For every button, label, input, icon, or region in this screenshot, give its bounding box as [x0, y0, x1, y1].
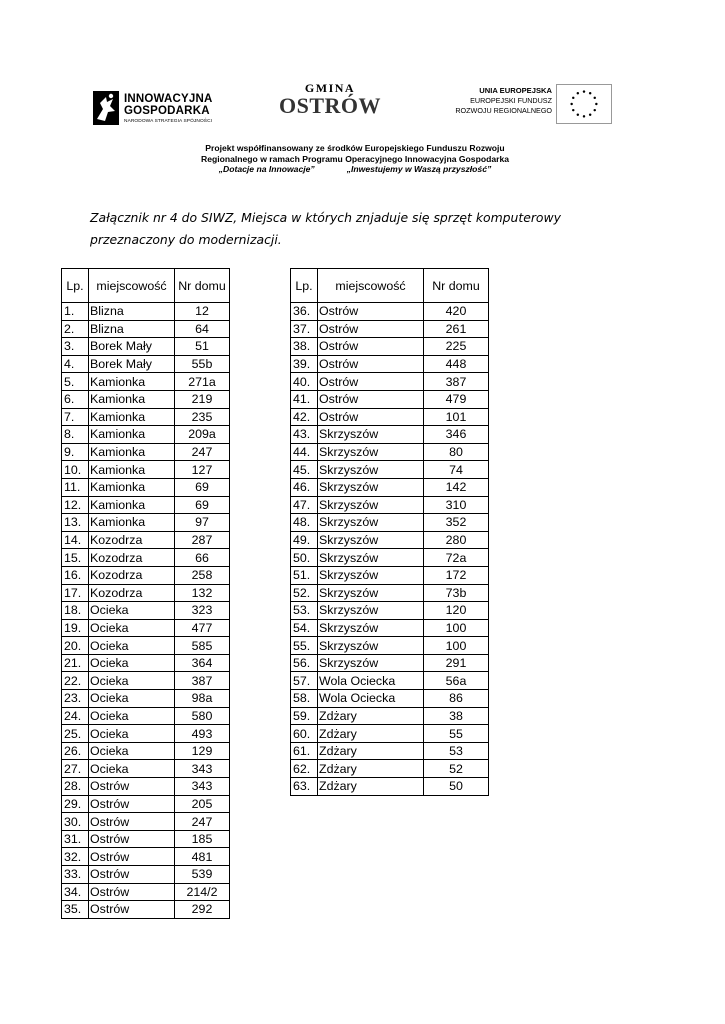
row-nr: 129 [175, 742, 230, 760]
table-row [62, 654, 230, 672]
row-city: Zdżary [318, 778, 424, 796]
row-lp: 1. [62, 303, 89, 321]
row-lp: 21. [62, 654, 89, 672]
table-row [62, 848, 230, 866]
row-nr: 235 [175, 408, 230, 426]
row-nr: 69 [175, 478, 230, 496]
header-city: miejscowość [89, 269, 175, 303]
row-lp: 40. [291, 373, 318, 391]
row-lp: 43. [291, 426, 318, 444]
row-lp: 13. [62, 514, 89, 532]
row-city: Zdżary [318, 742, 424, 760]
row-city: Ostrów [89, 901, 175, 919]
table-row [291, 725, 489, 743]
table-row [62, 795, 230, 813]
row-lp: 15. [62, 549, 89, 567]
row-city: Skrzyszów [318, 531, 424, 549]
row-city: Skrzyszów [318, 461, 424, 479]
row-nr: 479 [424, 390, 489, 408]
locations-table-left [61, 268, 230, 919]
row-city: Ocieka [89, 602, 175, 620]
table-row [62, 707, 230, 725]
gmina-top-text: GMINA [304, 81, 356, 95]
row-city: Ostrów [318, 320, 424, 338]
row-nr: 185 [175, 830, 230, 848]
row-lp: 7. [62, 408, 89, 426]
table-row [62, 830, 230, 848]
table-row [291, 303, 489, 321]
row-city: Ocieka [89, 637, 175, 655]
row-nr: 247 [175, 443, 230, 461]
row-city: Ostrów [318, 390, 424, 408]
row-lp: 48. [291, 514, 318, 532]
row-lp: 51. [291, 566, 318, 584]
row-lp: 45. [291, 461, 318, 479]
project-slogans [150, 164, 560, 175]
header-lp: Lp. [291, 269, 318, 303]
row-lp: 50. [291, 549, 318, 567]
row-lp: 20. [62, 637, 89, 655]
row-lp: 60. [291, 725, 318, 743]
row-city: Blizna [89, 303, 175, 321]
row-nr: 585 [175, 637, 230, 655]
row-nr: 209a [175, 426, 230, 444]
row-lp: 63. [291, 778, 318, 796]
table-row [62, 813, 230, 831]
row-city: Blizna [89, 320, 175, 338]
row-nr: 477 [175, 619, 230, 637]
table-row [291, 461, 489, 479]
row-lp: 36. [291, 303, 318, 321]
row-nr: 172 [424, 566, 489, 584]
row-nr: 86 [424, 690, 489, 708]
row-lp: 14. [62, 531, 89, 549]
ig-line2: GOSPODARKA [124, 105, 210, 117]
row-lp: 9. [62, 443, 89, 461]
row-city: Zdżary [318, 725, 424, 743]
row-nr: 258 [175, 566, 230, 584]
table-row [62, 496, 230, 514]
table-header-row [62, 269, 230, 303]
row-lp: 5. [62, 373, 89, 391]
row-nr: 292 [175, 901, 230, 919]
row-nr: 580 [175, 707, 230, 725]
row-city: Ostrów [89, 848, 175, 866]
table-row [62, 883, 230, 901]
table-row [62, 672, 230, 690]
row-nr: 52 [424, 760, 489, 778]
table-row [62, 725, 230, 743]
table-row [291, 637, 489, 655]
row-nr: 205 [175, 795, 230, 813]
row-lp: 10. [62, 461, 89, 479]
row-lp: 3. [62, 338, 89, 356]
row-nr: 69 [175, 496, 230, 514]
row-nr: 481 [175, 848, 230, 866]
table-row [62, 760, 230, 778]
table-row [62, 338, 230, 356]
row-lp: 56. [291, 654, 318, 672]
row-city: Ostrów [318, 338, 424, 356]
row-nr: 38 [424, 707, 489, 725]
row-city: Ocieka [89, 707, 175, 725]
row-nr: 493 [175, 725, 230, 743]
row-lp: 11. [62, 478, 89, 496]
table-row [62, 566, 230, 584]
row-lp: 54. [291, 619, 318, 637]
row-lp: 47. [291, 496, 318, 514]
row-nr: 343 [175, 760, 230, 778]
row-city: Zdżary [318, 760, 424, 778]
row-nr: 100 [424, 619, 489, 637]
row-nr: 101 [424, 408, 489, 426]
row-city: Ostrów [89, 795, 175, 813]
row-lp: 27. [62, 760, 89, 778]
row-lp: 12. [62, 496, 89, 514]
row-city: Ostrów [89, 778, 175, 796]
row-city: Kamionka [89, 443, 175, 461]
row-lp: 8. [62, 426, 89, 444]
row-lp: 38. [291, 338, 318, 356]
row-city: Ocieka [89, 760, 175, 778]
row-lp: 33. [62, 866, 89, 884]
table-row [62, 866, 230, 884]
table-row [62, 355, 230, 373]
table-row [62, 901, 230, 919]
header-nr: Nr domu [424, 269, 489, 303]
table-body-right [291, 303, 489, 796]
row-nr: 50 [424, 778, 489, 796]
table-row [62, 478, 230, 496]
table-body-left [62, 303, 230, 919]
row-lp: 62. [291, 760, 318, 778]
row-nr: 247 [175, 813, 230, 831]
row-city: Kamionka [89, 461, 175, 479]
table-row [291, 672, 489, 690]
row-nr: 132 [175, 584, 230, 602]
row-city: Skrzyszów [318, 496, 424, 514]
row-city: Skrzyszów [318, 619, 424, 637]
table-row [62, 619, 230, 637]
row-nr: 97 [175, 514, 230, 532]
row-lp: 22. [62, 672, 89, 690]
row-lp: 61. [291, 742, 318, 760]
row-city: Skrzyszów [318, 654, 424, 672]
table-row [291, 390, 489, 408]
row-lp: 34. [62, 883, 89, 901]
row-city: Ostrów [318, 303, 424, 321]
table-row [291, 426, 489, 444]
table-row [62, 778, 230, 796]
row-lp: 6. [62, 390, 89, 408]
row-city: Kozodrza [89, 531, 175, 549]
row-lp: 59. [291, 707, 318, 725]
row-lp: 24. [62, 707, 89, 725]
table-row [62, 408, 230, 426]
table-row [62, 690, 230, 708]
table-row [62, 320, 230, 338]
row-city: Kozodrza [89, 566, 175, 584]
row-nr: 53 [424, 742, 489, 760]
row-lp: 53. [291, 602, 318, 620]
eu-line3: ROZWOJU REGIONALNEGO [455, 106, 552, 115]
row-city: Skrzyszów [318, 514, 424, 532]
row-lp: 41. [291, 390, 318, 408]
table-row [62, 742, 230, 760]
row-lp: 19. [62, 619, 89, 637]
row-city: Ostrów [318, 373, 424, 391]
row-nr: 539 [175, 866, 230, 884]
row-nr: 55b [175, 355, 230, 373]
row-city: Ocieka [89, 654, 175, 672]
row-nr: 73b [424, 584, 489, 602]
ig-line3: NARODOWA STRATEGIA SPÓJNOŚCI [124, 119, 213, 124]
row-nr: 214/2 [175, 883, 230, 901]
row-nr: 64 [175, 320, 230, 338]
table-row [291, 373, 489, 391]
row-city: Skrzyszów [318, 426, 424, 444]
row-city: Ocieka [89, 725, 175, 743]
row-nr: 120 [424, 602, 489, 620]
row-city: Ostrów [318, 355, 424, 373]
row-city: Ocieka [89, 742, 175, 760]
row-nr: 100 [424, 637, 489, 655]
table-header-row [291, 269, 489, 303]
row-city: Wola Ociecka [318, 672, 424, 690]
row-city: Skrzyszów [318, 602, 424, 620]
row-lp: 4. [62, 355, 89, 373]
table-row [62, 531, 230, 549]
row-city: Ocieka [89, 672, 175, 690]
table-row [62, 303, 230, 321]
row-city: Kozodrza [89, 584, 175, 602]
row-nr: 323 [175, 602, 230, 620]
row-nr: 420 [424, 303, 489, 321]
row-city: Ostrów [89, 883, 175, 901]
eu-line1: UNIA EUROPEJSKA [479, 86, 552, 95]
row-city: Skrzyszów [318, 584, 424, 602]
row-city: Wola Ociecka [318, 690, 424, 708]
row-lp: 30. [62, 813, 89, 831]
row-nr: 98a [175, 690, 230, 708]
row-lp: 37. [291, 320, 318, 338]
table-row [291, 514, 489, 532]
table-row [62, 461, 230, 479]
row-city: Ocieka [89, 619, 175, 637]
row-city: Borek Mały [89, 338, 175, 356]
row-nr: 225 [424, 338, 489, 356]
row-lp: 58. [291, 690, 318, 708]
row-city: Kamionka [89, 426, 175, 444]
row-nr: 310 [424, 496, 489, 514]
table-row [291, 760, 489, 778]
table-row [291, 338, 489, 356]
row-nr: 127 [175, 461, 230, 479]
table-row [291, 707, 489, 725]
row-nr: 56a [424, 672, 489, 690]
row-nr: 387 [424, 373, 489, 391]
table-row [291, 320, 489, 338]
row-nr: 72a [424, 549, 489, 567]
row-city: Ostrów [89, 830, 175, 848]
row-city: Skrzyszów [318, 443, 424, 461]
table-row [291, 478, 489, 496]
row-nr: 343 [175, 778, 230, 796]
row-lp: 29. [62, 795, 89, 813]
row-nr: 66 [175, 549, 230, 567]
row-lp: 26. [62, 742, 89, 760]
table-row [62, 637, 230, 655]
row-lp: 49. [291, 531, 318, 549]
row-lp: 46. [291, 478, 318, 496]
row-lp: 57. [291, 672, 318, 690]
gmina-bottom-text: OSTRÓW [278, 93, 382, 118]
row-nr: 287 [175, 531, 230, 549]
row-city: Skrzyszów [318, 566, 424, 584]
row-city: Kamionka [89, 408, 175, 426]
row-city: Zdżary [318, 707, 424, 725]
table-row [291, 742, 489, 760]
row-nr: 352 [424, 514, 489, 532]
table-row [62, 443, 230, 461]
table-row [62, 373, 230, 391]
row-lp: 28. [62, 778, 89, 796]
row-city: Kamionka [89, 390, 175, 408]
row-city: Skrzyszów [318, 637, 424, 655]
row-nr: 219 [175, 390, 230, 408]
row-city: Kozodrza [89, 549, 175, 567]
row-city: Ostrów [89, 813, 175, 831]
row-nr: 280 [424, 531, 489, 549]
project-slogan1: „Dotacje na Innowacje” [218, 164, 315, 174]
row-lp: 35. [62, 901, 89, 919]
row-nr: 346 [424, 426, 489, 444]
row-lp: 25. [62, 725, 89, 743]
row-lp: 39. [291, 355, 318, 373]
project-line2: Regionalnego w ramach Programu Operacyjnego Innowacyjna Gospodarka [200, 153, 510, 164]
row-lp: 52. [291, 584, 318, 602]
gmina-ostrow-logo [274, 82, 386, 126]
ig-line1: INNOWACYJNA [124, 93, 213, 105]
row-city: Skrzyszów [318, 478, 424, 496]
row-nr: 271a [175, 373, 230, 391]
table-row [291, 690, 489, 708]
row-city: Ocieka [89, 690, 175, 708]
row-nr: 74 [424, 461, 489, 479]
row-city: Kamionka [89, 514, 175, 532]
table-row [291, 619, 489, 637]
table-row [291, 355, 489, 373]
row-city: Ostrów [318, 408, 424, 426]
table-row [62, 584, 230, 602]
table-row [291, 496, 489, 514]
table-row [291, 602, 489, 620]
ig-mark-icon [93, 91, 119, 125]
row-nr: 364 [175, 654, 230, 672]
project-slogan2: „Inwestujemy w Waszą przyszłość” [346, 164, 492, 174]
row-nr: 387 [175, 672, 230, 690]
locations-table-right [290, 268, 489, 796]
innowacyjna-gospodarka-logo [93, 91, 233, 129]
row-lp: 17. [62, 584, 89, 602]
row-nr: 12 [175, 303, 230, 321]
header-nr: Nr domu [175, 269, 230, 303]
eu-flag-icon [556, 84, 612, 124]
table-row [62, 602, 230, 620]
table-row [291, 584, 489, 602]
table-row [62, 514, 230, 532]
table-row [291, 778, 489, 796]
table-row [62, 390, 230, 408]
table-row [62, 549, 230, 567]
header-lp: Lp. [62, 269, 89, 303]
row-city: Borek Mały [89, 355, 175, 373]
row-lp: 18. [62, 602, 89, 620]
row-lp: 23. [62, 690, 89, 708]
table-row [291, 531, 489, 549]
table-row [291, 443, 489, 461]
row-lp: 55. [291, 637, 318, 655]
table-row [291, 654, 489, 672]
row-city: Kamionka [89, 496, 175, 514]
row-nr: 291 [424, 654, 489, 672]
attachment-title: Załącznik nr 4 do SIWZ, Miejsca w których znjaduje się sprzęt komputerowy przeznaczony do modernizacji. [90, 210, 561, 247]
table-row [62, 426, 230, 444]
eu-logo [452, 84, 612, 126]
row-nr: 142 [424, 478, 489, 496]
row-lp: 42. [291, 408, 318, 426]
row-lp: 31. [62, 830, 89, 848]
row-city: Kamionka [89, 373, 175, 391]
table-row [291, 408, 489, 426]
header-city: miejscowość [318, 269, 424, 303]
eu-text [452, 86, 552, 116]
eu-line2: EUROPEJSKI FUNDUSZ [470, 96, 552, 105]
table-row [291, 549, 489, 567]
row-nr: 51 [175, 338, 230, 356]
row-nr: 448 [424, 355, 489, 373]
row-lp: 2. [62, 320, 89, 338]
row-lp: 44. [291, 443, 318, 461]
table-row [291, 566, 489, 584]
project-line1: Projekt współfinansowany ze środków Europejskiego Funduszu Rozwoju [205, 143, 505, 153]
row-lp: 16. [62, 566, 89, 584]
row-nr: 55 [424, 725, 489, 743]
row-lp: 32. [62, 848, 89, 866]
row-nr: 80 [424, 443, 489, 461]
row-city: Skrzyszów [318, 549, 424, 567]
row-city: Ostrów [89, 866, 175, 884]
row-nr: 261 [424, 320, 489, 338]
row-city: Kamionka [89, 478, 175, 496]
project-info [150, 143, 560, 175]
